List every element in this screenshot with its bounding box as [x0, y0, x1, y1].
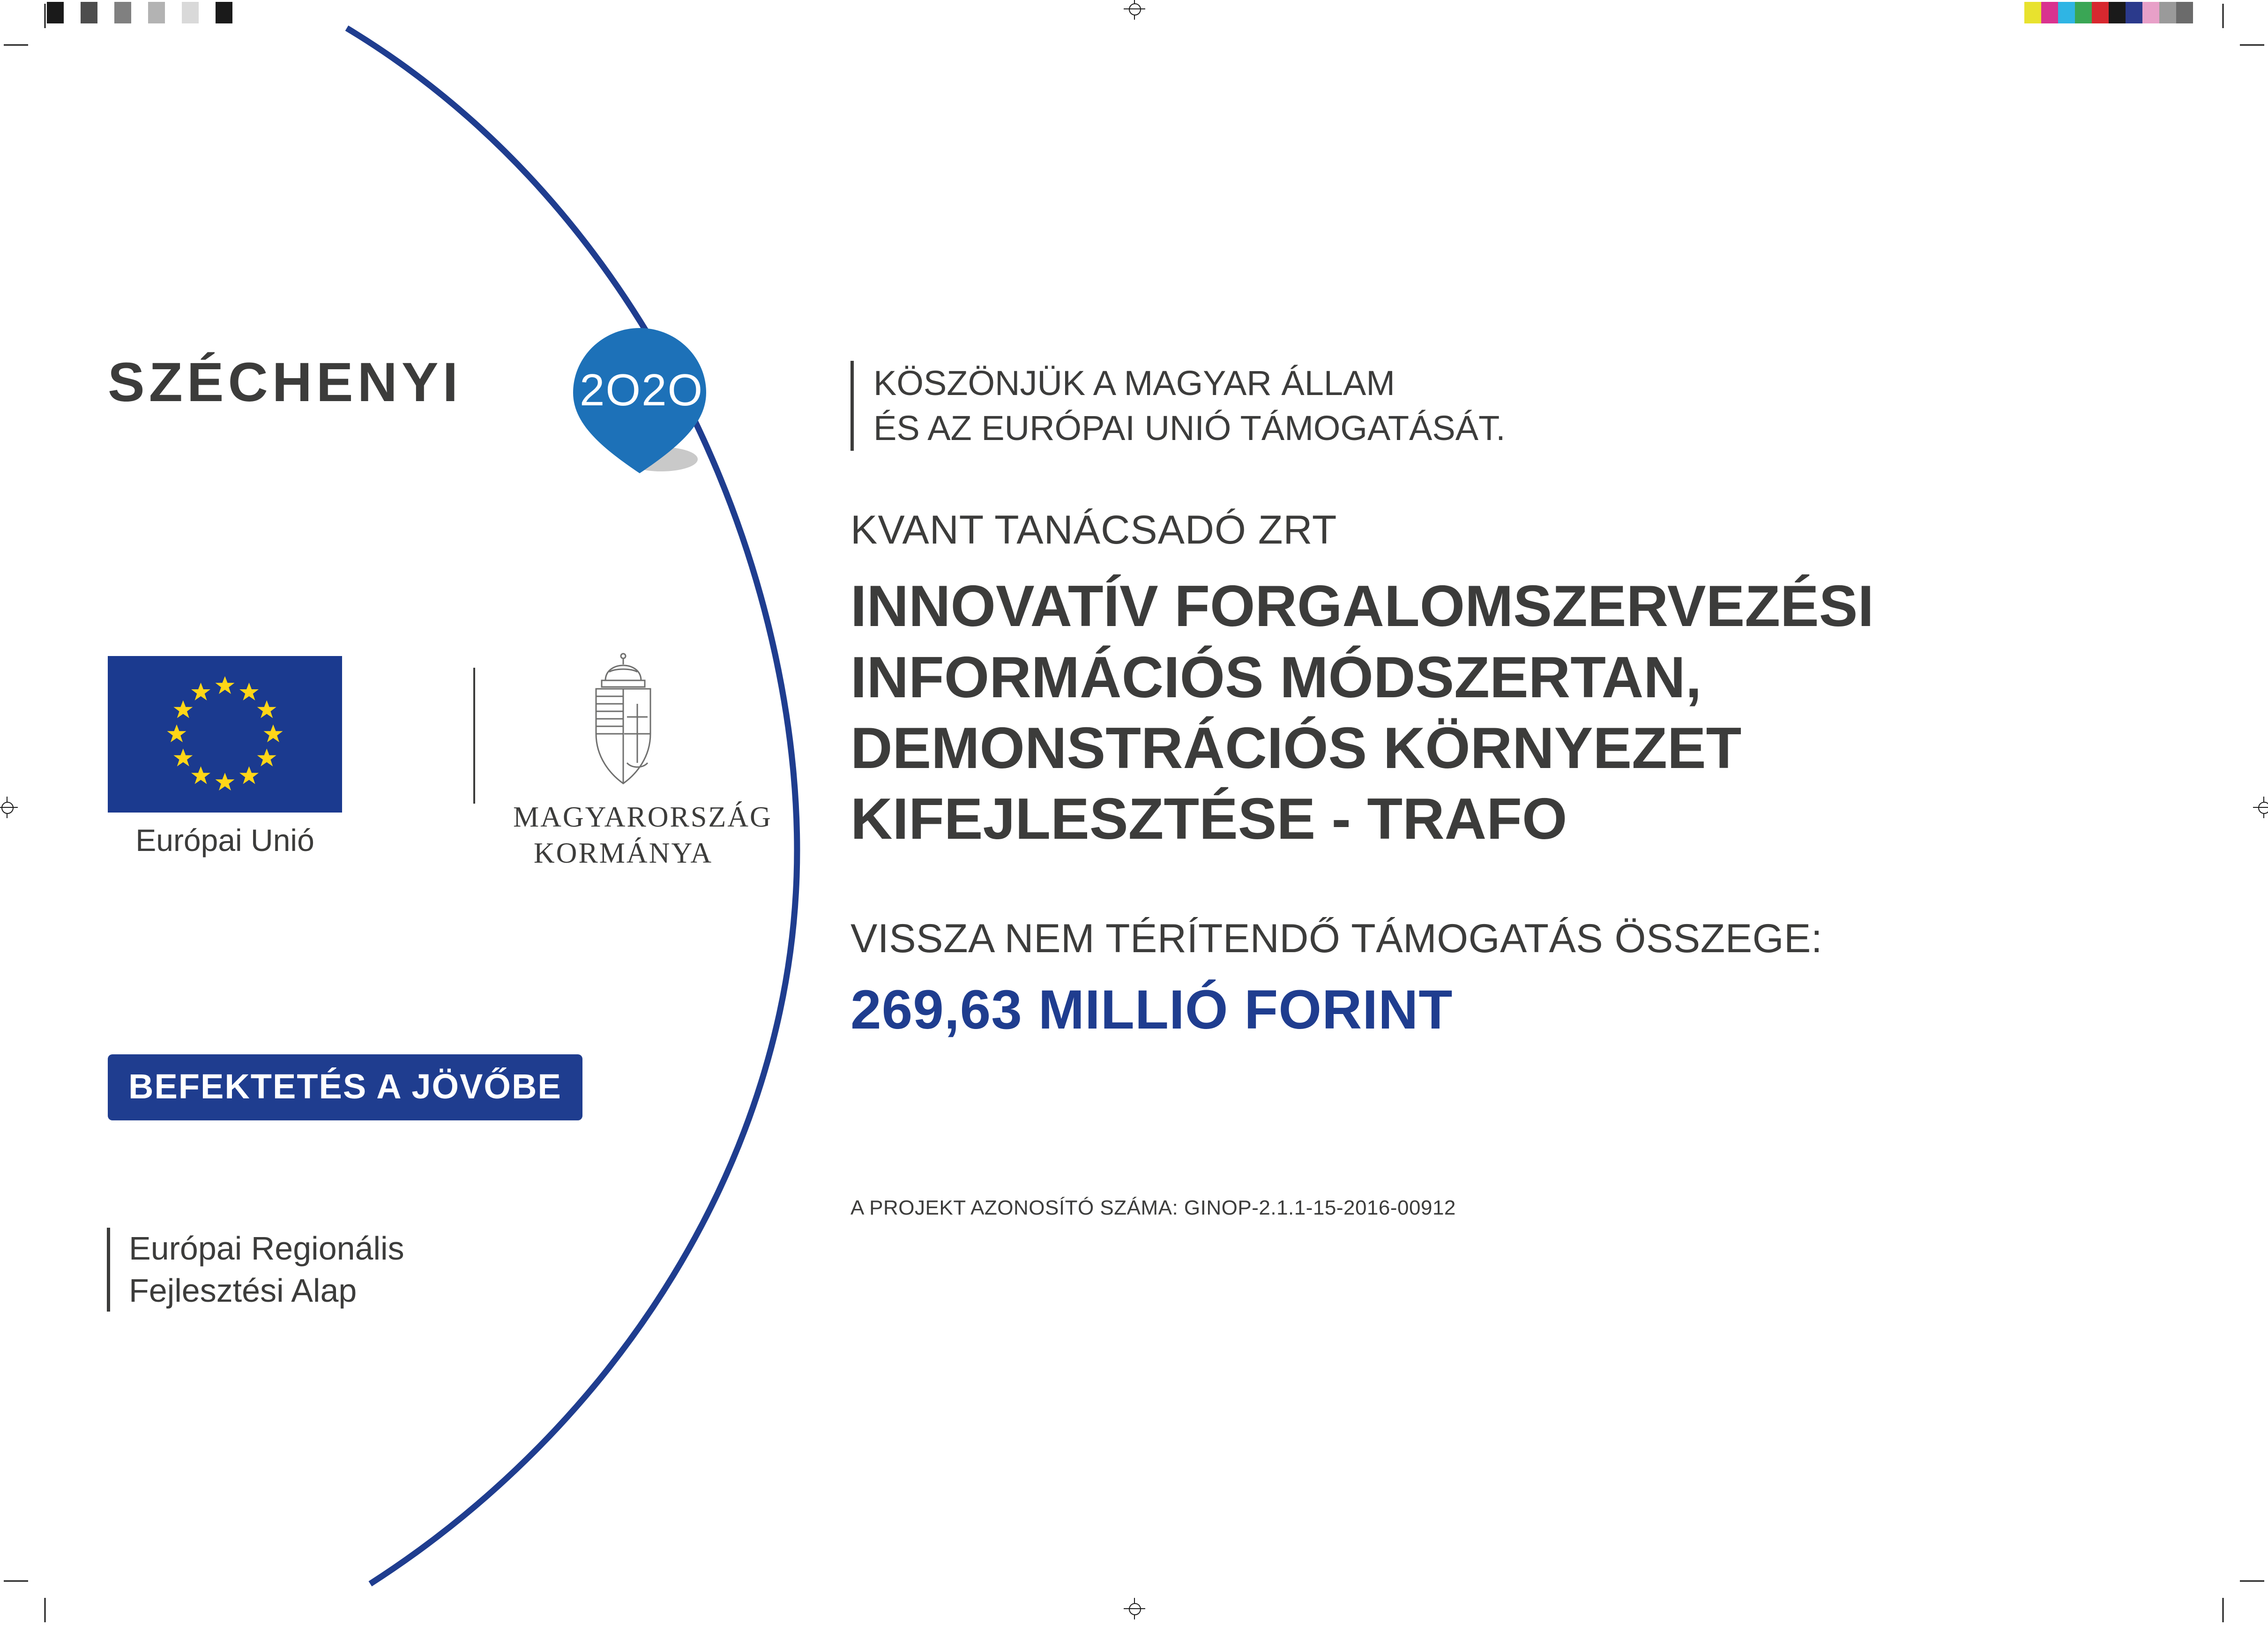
- colour-swatch: [216, 2, 232, 23]
- colour-swatch: [2109, 2, 2126, 23]
- thanks-line2: ÉS AZ EURÓPAI UNIÓ TÁMOGATÁSÁT.: [873, 409, 1506, 448]
- colour-swatch: [81, 2, 97, 23]
- print-colour-bar-right: [2024, 2, 2193, 23]
- hungary-government-logo: [513, 651, 772, 870]
- government-label-line2: KORMÁNYA: [533, 837, 713, 869]
- colour-swatch: [2159, 2, 2176, 23]
- eu-flag-label: Európai Unió: [135, 823, 314, 858]
- colour-swatch: [2092, 2, 2109, 23]
- project-identifier: A PROJEKT AZONOSÍTÓ SZÁMA: GINOP-2.1.1-15-2016-00912: [850, 1196, 1456, 1220]
- colour-swatch: [2041, 2, 2058, 23]
- registration-mark-top: [1124, 0, 1145, 20]
- colour-swatch: [148, 2, 165, 23]
- szechenyi-logo: [101, 323, 724, 478]
- thanks-line1: KÖSZÖNJÜK A MAGYAR ÁLLAM: [873, 364, 1395, 403]
- colour-swatch: [2058, 2, 2075, 23]
- registration-mark-left: [0, 797, 18, 818]
- government-label-line1: MAGYARORSZÁG: [513, 801, 772, 833]
- colour-swatch: [131, 2, 148, 23]
- colour-swatch: [114, 2, 131, 23]
- print-colour-bar-left: [47, 2, 249, 23]
- project-info-panel: [850, 361, 2116, 1220]
- eu-flag-icon: [108, 656, 342, 813]
- colour-swatch: [97, 2, 114, 23]
- grant-label: VISSZA NEM TÉRÍTENDŐ TÁMOGATÁS ÖSSZEGE:: [850, 916, 1823, 962]
- company-name: KVANT TANÁCSADÓ ZRT: [850, 507, 1337, 553]
- szechenyi-year: 2O2O: [580, 365, 704, 415]
- colour-swatch: [2176, 2, 2193, 23]
- logo-divider: [473, 668, 475, 804]
- registration-mark-right: [2253, 797, 2268, 818]
- eu-and-government-logos: [101, 656, 772, 918]
- szechenyi-wordmark: SZÉCHENYI: [108, 351, 463, 413]
- colour-swatch: [2024, 2, 2041, 23]
- project-title: INNOVATÍV FORGALOMSZERVEZÉSI INFORMÁCIÓS MÓDSZERTAN, DEMONSTRÁCIÓS KÖRNYEZET KIFEJLESZTÉSE - TRAFO: [850, 574, 1874, 852]
- szechenyi-pin-icon: [569, 323, 724, 478]
- thanks-block: [850, 361, 2116, 451]
- registration-mark-bottom: [1124, 1598, 1145, 1619]
- coat-of-arms-icon: [553, 651, 694, 792]
- colour-swatch: [182, 2, 199, 23]
- investing-in-future-badge: [108, 1054, 582, 1120]
- investing-in-future-label: BEFEKTETÉS A JÖVŐBE: [128, 1067, 562, 1106]
- fund-label-line2: Fejlesztési Alap: [129, 1272, 357, 1309]
- colour-swatch: [2075, 2, 2092, 23]
- fund-label-line1: Európai Regionális: [129, 1230, 404, 1267]
- grant-amount: 269,63 MILLIÓ FORINT: [850, 979, 1453, 1041]
- colour-swatch: [2126, 2, 2142, 23]
- colour-swatch: [165, 2, 182, 23]
- fund-block: [107, 1228, 404, 1312]
- colour-swatch: [47, 2, 64, 23]
- colour-swatch: [232, 2, 249, 23]
- colour-swatch: [2142, 2, 2159, 23]
- colour-swatch: [199, 2, 216, 23]
- colour-swatch: [64, 2, 81, 23]
